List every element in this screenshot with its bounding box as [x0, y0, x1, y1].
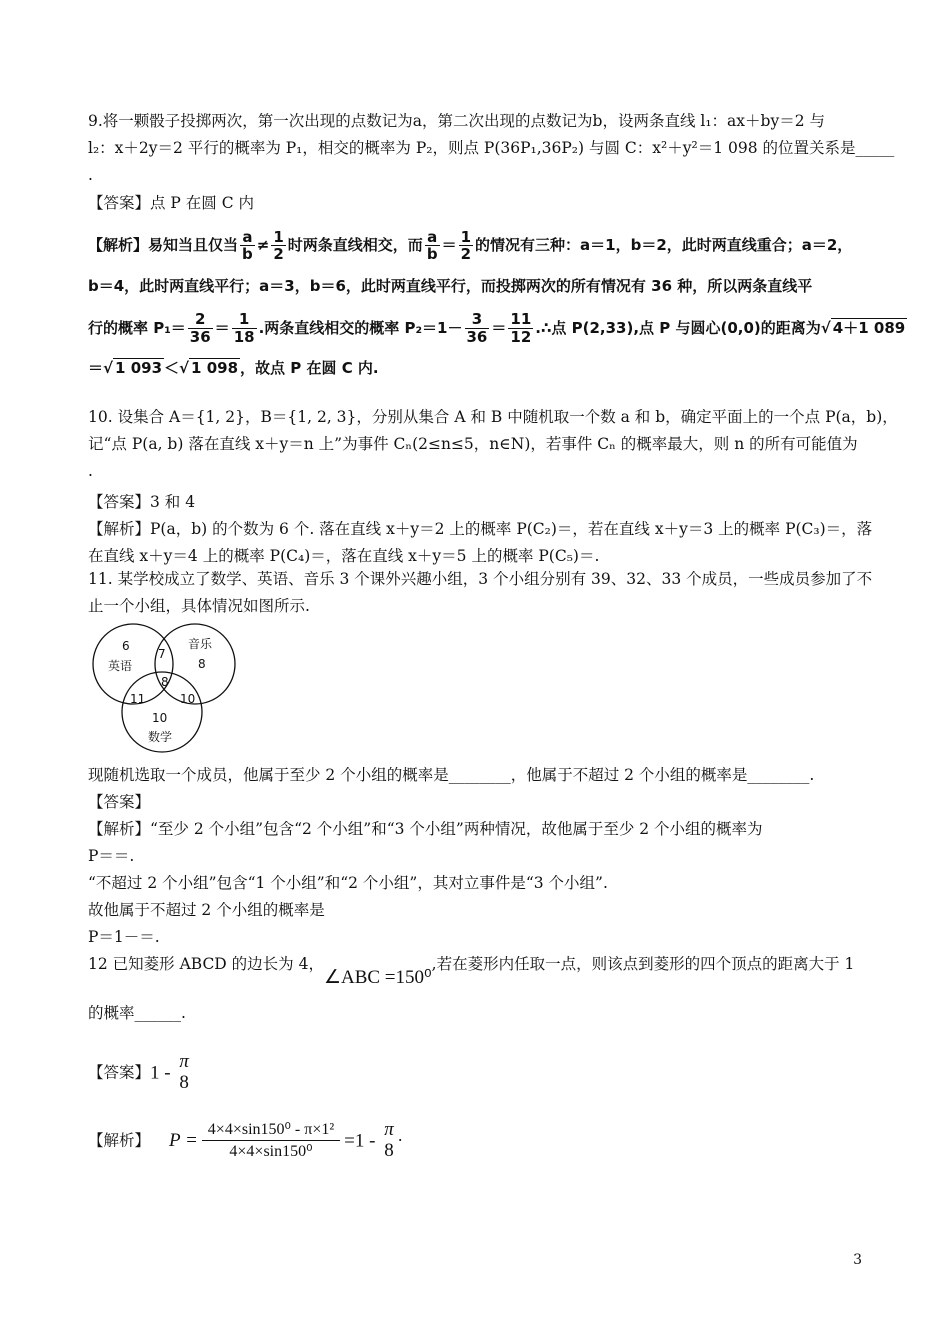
text-span: 的情况有三种：a＝1，b＝2，此时两直线重合；a＝2，	[475, 236, 853, 254]
english-label: 英语	[108, 659, 133, 673]
venn-diagram	[90, 620, 240, 756]
q10-line-3: .	[88, 462, 93, 480]
answer-prefix: 1 -	[150, 1062, 176, 1084]
q11-analysis-1: 【解析】“至少 2 个小组”包含“2 个小组”和“3 个小组”两种情况，故他属于至少 2 个小组的概率为	[88, 820, 763, 838]
fraction	[508, 311, 533, 345]
q12-line-2: 的概率______.	[88, 1004, 186, 1022]
q9-line-2: l₂：x＋2y＝2 平行的概率为 P₁，相交的概率为 P₂，则点 P(36P₁,36P₂) 与圆 C：x²＋y²＝1 098 的位置关系是_____	[88, 139, 895, 157]
denominator: 8	[179, 1071, 189, 1093]
q10-analysis-1: 【解析】P(a，b) 的个数为 6 个. 落在直线 x＋y＝2 上的概率 P(C₂)＝，若在直线 x＋y＝3 上的概率 P(C₃)＝，落	[88, 520, 873, 538]
q11-answer: 【答案】	[88, 793, 151, 811]
question-11	[88, 566, 873, 620]
text-span: 时两条直线相交，而	[287, 236, 423, 254]
formula-result-fraction	[382, 1120, 396, 1162]
text-span: ,若在菱形内任取一点，则该点到菱形的四个顶点的距离大于 1	[431, 955, 855, 973]
sqrt-content: 4＋1 089	[832, 318, 906, 337]
english-only-value: 6	[122, 639, 130, 653]
english-music-value: 7	[158, 647, 166, 661]
angle-expression: ∠ABC =150⁰	[323, 967, 432, 988]
sqrt-content: 1 098	[191, 359, 239, 377]
all-three-value: 8	[161, 675, 169, 689]
q9-answer-text: 【答案】点 P 在圆 C 内	[88, 194, 254, 212]
text-span: 行的概率 P₁＝	[88, 318, 186, 337]
q10-line-2: 记“点 P(a, b) 落在直线 x＋y＝n 上”为事件 Cₙ(2≤n≤5，n∈N)，若事件 Cₙ 的概率最大，则 n 的所有可能值为	[88, 435, 858, 453]
formula-dot: ·	[397, 1131, 403, 1150]
sqrt-content: 1 093	[115, 359, 163, 377]
numerator: 1	[273, 227, 284, 246]
fraction	[271, 229, 285, 263]
text-span: 12 已知菱形 ABCD 的边长为 4，	[88, 955, 324, 973]
q9-analysis	[88, 227, 906, 385]
numerator: 11	[510, 310, 532, 328]
english-math-value: 11	[130, 692, 146, 706]
numerator: 1	[460, 227, 472, 246]
fraction	[188, 311, 213, 345]
q12-answer	[88, 1052, 868, 1094]
page-number: 3	[853, 1252, 862, 1268]
text-span: ，故点 P 在圆 C 内.	[240, 359, 379, 377]
numerator: 3	[465, 311, 490, 329]
q10-line-1: 10. 设集合 A＝{1, 2}，B＝{1, 2, 3}，分别从集合 A 和 B 中随机取一个数 a 和 b，确定平面上的一个点 P(a，b)，	[88, 408, 898, 426]
q9-analysis-line-4: ＝√ 1 093 ＜√ 1 098 ，故点 P 在圆 C 内.	[88, 359, 379, 377]
numerator: π	[384, 1119, 394, 1140]
denominator: 18	[233, 327, 255, 346]
analysis-label: 【解析】	[88, 236, 149, 254]
fraction	[240, 229, 255, 263]
question-11-cont	[88, 762, 868, 951]
q10-analysis-2: 在直线 x＋y＝4 上的概率 P(C₄)＝，落在直线 x＋y＝5 上的概率 P(C₅)＝.	[88, 547, 600, 565]
q10-answer: 【答案】3 和 4	[88, 493, 196, 511]
fraction	[232, 311, 257, 345]
q12-line-1	[88, 950, 868, 988]
q11-line-1: 11. 某学校成立了数学、英语、音乐 3 个课外兴趣小组，3 个小组分别有 39、32、33 个成员，一些成员参加了不	[88, 570, 873, 588]
numerator: 4×4×sin150⁰ - π×1²	[202, 1121, 340, 1142]
q9-analysis-line-3: 行的概率 P₁＝ $\frac{2}{36}$ ＝ $\frac{1}{18}$ .两条直线相交的概率 P₂＝1－ $\frac{3}{36}$ ＝ $\frac{11}{12}$ .∴点 P(2,33),点 P 与圆心(0,0)的距离为√ 4＋1 089	[88, 310, 906, 346]
neq-sign: ≠	[256, 236, 270, 254]
text-span: 易知当且仅当	[148, 236, 239, 254]
denominator: 36	[466, 327, 488, 346]
math-only-value: 10	[152, 711, 168, 725]
denominator: 8	[384, 1139, 394, 1161]
music-math-value: 10	[180, 692, 196, 706]
q11-analysis-2: P＝＝.	[88, 847, 135, 865]
answer-label: 【答案】	[88, 1063, 151, 1082]
question-12	[88, 950, 868, 1027]
numerator: a	[240, 229, 255, 247]
numerator: 2	[188, 311, 213, 329]
math-label: 数学	[148, 730, 173, 744]
numerator: π	[179, 1051, 189, 1072]
formula-fraction	[202, 1121, 340, 1161]
text-span: .两条直线相交的概率 P₂＝1－	[258, 318, 463, 337]
q9-analysis-line-1	[88, 228, 868, 263]
eq-sign: ＝	[441, 236, 457, 254]
question-9	[88, 108, 895, 189]
q9-analysis-line-2: b＝4，此时两直线平行；a＝3，b＝6，此时两直线平行，而投掷两次的所有情况有 36 种，所以两条直线平	[88, 276, 813, 295]
numerator: a	[425, 229, 440, 247]
fraction	[425, 229, 440, 263]
denominator: b	[426, 245, 438, 263]
q11-line-2: 止一个小组，具体情况如图所示.	[88, 597, 310, 615]
text-span: .∴点 P(2,33),点 P 与圆心(0,0)的距离为	[535, 318, 821, 337]
fraction	[459, 229, 473, 263]
q12-analysis	[88, 1120, 868, 1162]
eq-sign: ＝	[491, 318, 507, 337]
eq-sign: ＝	[214, 318, 230, 337]
q11-line-3: 现随机选取一个成员，他属于至少 2 个小组的概率是________，他属于不超过 2 个小组的概率是________.	[88, 766, 815, 784]
denominator: 12	[510, 327, 532, 346]
denominator: b	[242, 245, 253, 263]
numerator: 1	[232, 311, 257, 329]
analysis-label: 【解析】	[88, 1131, 151, 1150]
music-label: 音乐	[188, 637, 213, 651]
denominator: 2	[460, 245, 472, 263]
fraction	[465, 311, 490, 345]
answer-fraction	[177, 1052, 191, 1094]
q9-answer	[88, 190, 868, 217]
formula-p: P =	[168, 1130, 198, 1152]
formula-eq: =1 -	[344, 1130, 381, 1152]
music-only-value: 8	[198, 657, 206, 671]
lt-sign: ＜	[164, 359, 180, 377]
q11-analysis-3: “不超过 2 个小组”包含“1 个小组”和“2 个小组”，其对立事件是“3 个小组”.	[88, 874, 608, 892]
denominator: 4×4×sin150⁰	[229, 1143, 313, 1161]
eq-sign: ＝	[88, 359, 104, 377]
q11-analysis-5: P＝1－＝.	[88, 928, 160, 946]
q9-line-1: 9.将一颗骰子投掷两次，第一次出现的点数记为a，第二次出现的点数记为b，设两条直线 l₁：ax＋by＝2 与	[88, 112, 826, 130]
q9-line-3: .	[88, 166, 93, 184]
q11-analysis-4: 故他属于不超过 2 个小组的概率是	[88, 901, 325, 919]
denominator: 2	[273, 245, 284, 263]
denominator: 36	[189, 327, 211, 346]
question-10	[88, 404, 898, 570]
